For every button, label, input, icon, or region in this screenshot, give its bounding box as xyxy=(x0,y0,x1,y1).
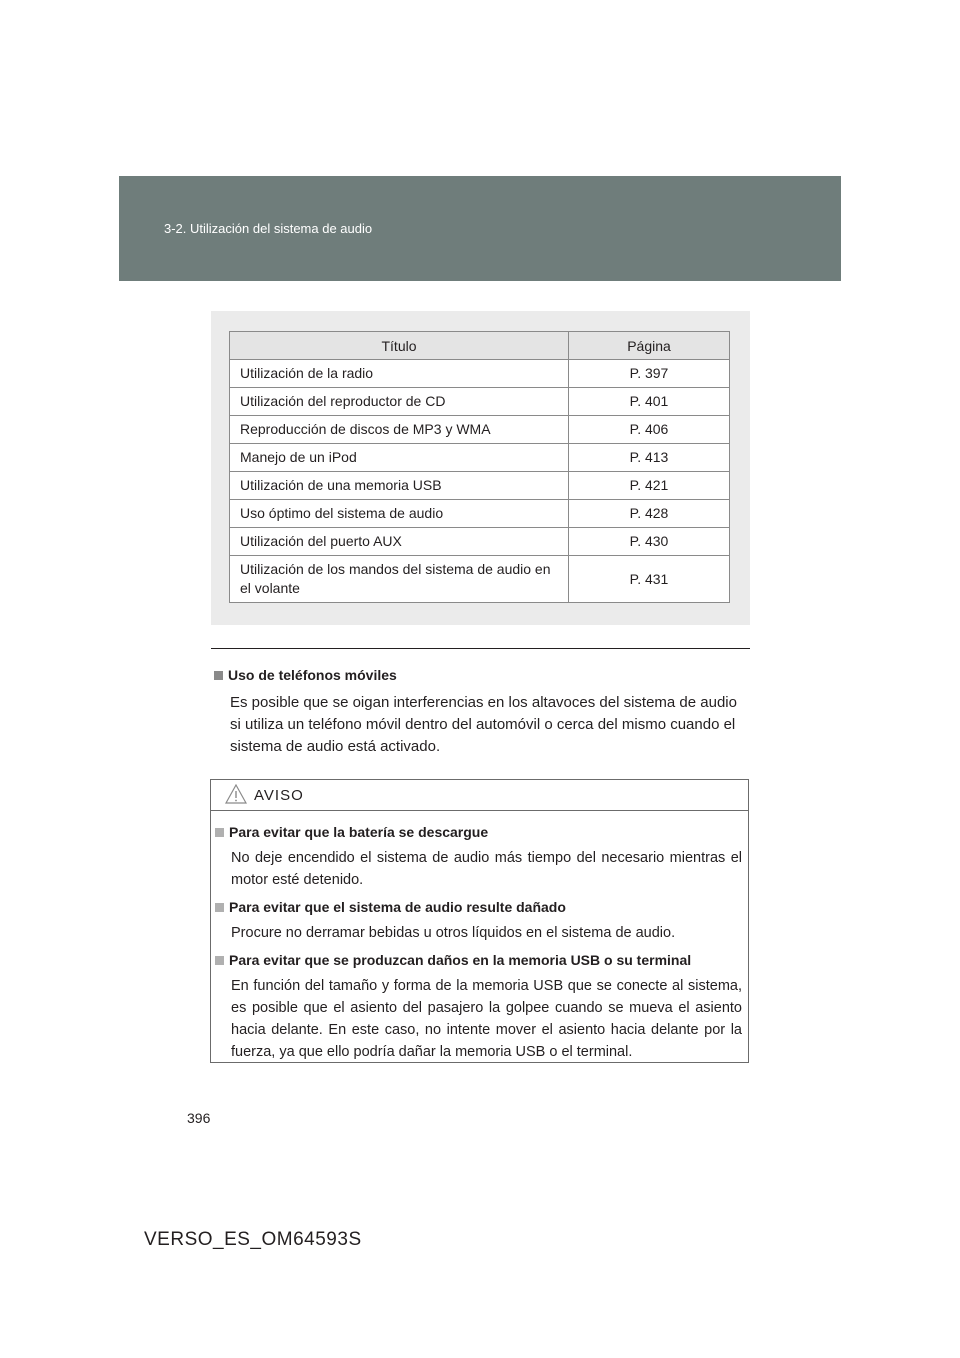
row-title: Utilización del puerto AUX xyxy=(230,528,569,556)
row-title: Utilización de la radio xyxy=(230,360,569,388)
table-row xyxy=(230,528,730,556)
section-title: 3-2. Utilización del sistema de audio xyxy=(164,221,373,236)
table-row xyxy=(230,360,730,388)
row-page: P. 397 xyxy=(569,360,730,388)
warning-body xyxy=(211,811,748,1063)
warning-item-heading: Para evitar que el sistema de audio resulte dañado xyxy=(215,899,742,915)
document-code: VERSO_ES_OM64593S xyxy=(144,1229,362,1250)
row-title: Manejo de un iPod xyxy=(230,444,569,472)
row-title: Utilización de una memoria USB xyxy=(230,472,569,500)
table-row xyxy=(230,500,730,528)
warning-box xyxy=(210,779,749,1063)
column-header-page: Página xyxy=(569,332,730,360)
row-page: P. 401 xyxy=(569,388,730,416)
note-text: Es posible que se oigan interferencias en los altavoces del sistema de audio si utiliza un teléfono móvil dentro del automóvil o cerca del mismo cuando el sistema de audio está activado. xyxy=(230,694,737,755)
contents-table xyxy=(229,331,730,603)
row-title: Utilización del reproductor de CD xyxy=(230,388,569,416)
row-title: Utilización de los mandos del sistema de audio en el volante xyxy=(230,556,569,603)
warning-item xyxy=(215,824,742,891)
row-title: Reproducción de discos de MP3 y WMA xyxy=(230,416,569,444)
warning-item-text: No deje encendido el sistema de audio más tiempo del necesario mientras el motor esté detenido. xyxy=(231,850,742,888)
table-row xyxy=(230,556,730,603)
table-row xyxy=(230,472,730,500)
square-bullet-icon xyxy=(215,956,224,965)
table-header-row xyxy=(230,332,730,360)
row-page: P. 413 xyxy=(569,444,730,472)
section-divider xyxy=(211,648,750,649)
square-bullet-icon xyxy=(215,828,224,837)
warning-header xyxy=(211,780,748,811)
row-page: P. 431 xyxy=(569,556,730,603)
warning-label: AVISO xyxy=(254,787,304,804)
column-header-title: Título xyxy=(230,332,569,360)
warning-item xyxy=(215,899,742,944)
warning-item-heading: Para evitar que se produzcan daños en la memoria USB o su terminal xyxy=(215,952,742,968)
table-row xyxy=(230,416,730,444)
warning-item-heading: Para evitar que la batería se descargue xyxy=(215,824,742,840)
square-bullet-icon xyxy=(215,903,224,912)
warning-item xyxy=(215,952,742,1063)
row-title: Uso óptimo del sistema de audio xyxy=(230,500,569,528)
square-bullet-icon xyxy=(214,671,223,680)
warning-item-text: Procure no derramar bebidas u otros líquidos en el sistema de audio. xyxy=(231,925,676,941)
table-row xyxy=(230,388,730,416)
page-number: 396 xyxy=(187,1110,211,1126)
row-page: P. 406 xyxy=(569,416,730,444)
warning-item-text: En función del tamaño y forma de la memoria USB que se conecte al sistema, es posible que el asiento del pasajero la golpee cuando se mueva el asiento hacia delante. En este caso, no intente mover el asiento hacia delante por la fuerza, ya que ello podría dañar la memoria USB o el terminal. xyxy=(231,978,742,1060)
row-page: P. 421 xyxy=(569,472,730,500)
note-block xyxy=(214,667,747,758)
warning-triangle-icon xyxy=(225,784,247,809)
table-row xyxy=(230,444,730,472)
note-heading: Uso de teléfonos móviles xyxy=(214,667,747,683)
row-page: P. 430 xyxy=(569,528,730,556)
row-page: P. 428 xyxy=(569,500,730,528)
